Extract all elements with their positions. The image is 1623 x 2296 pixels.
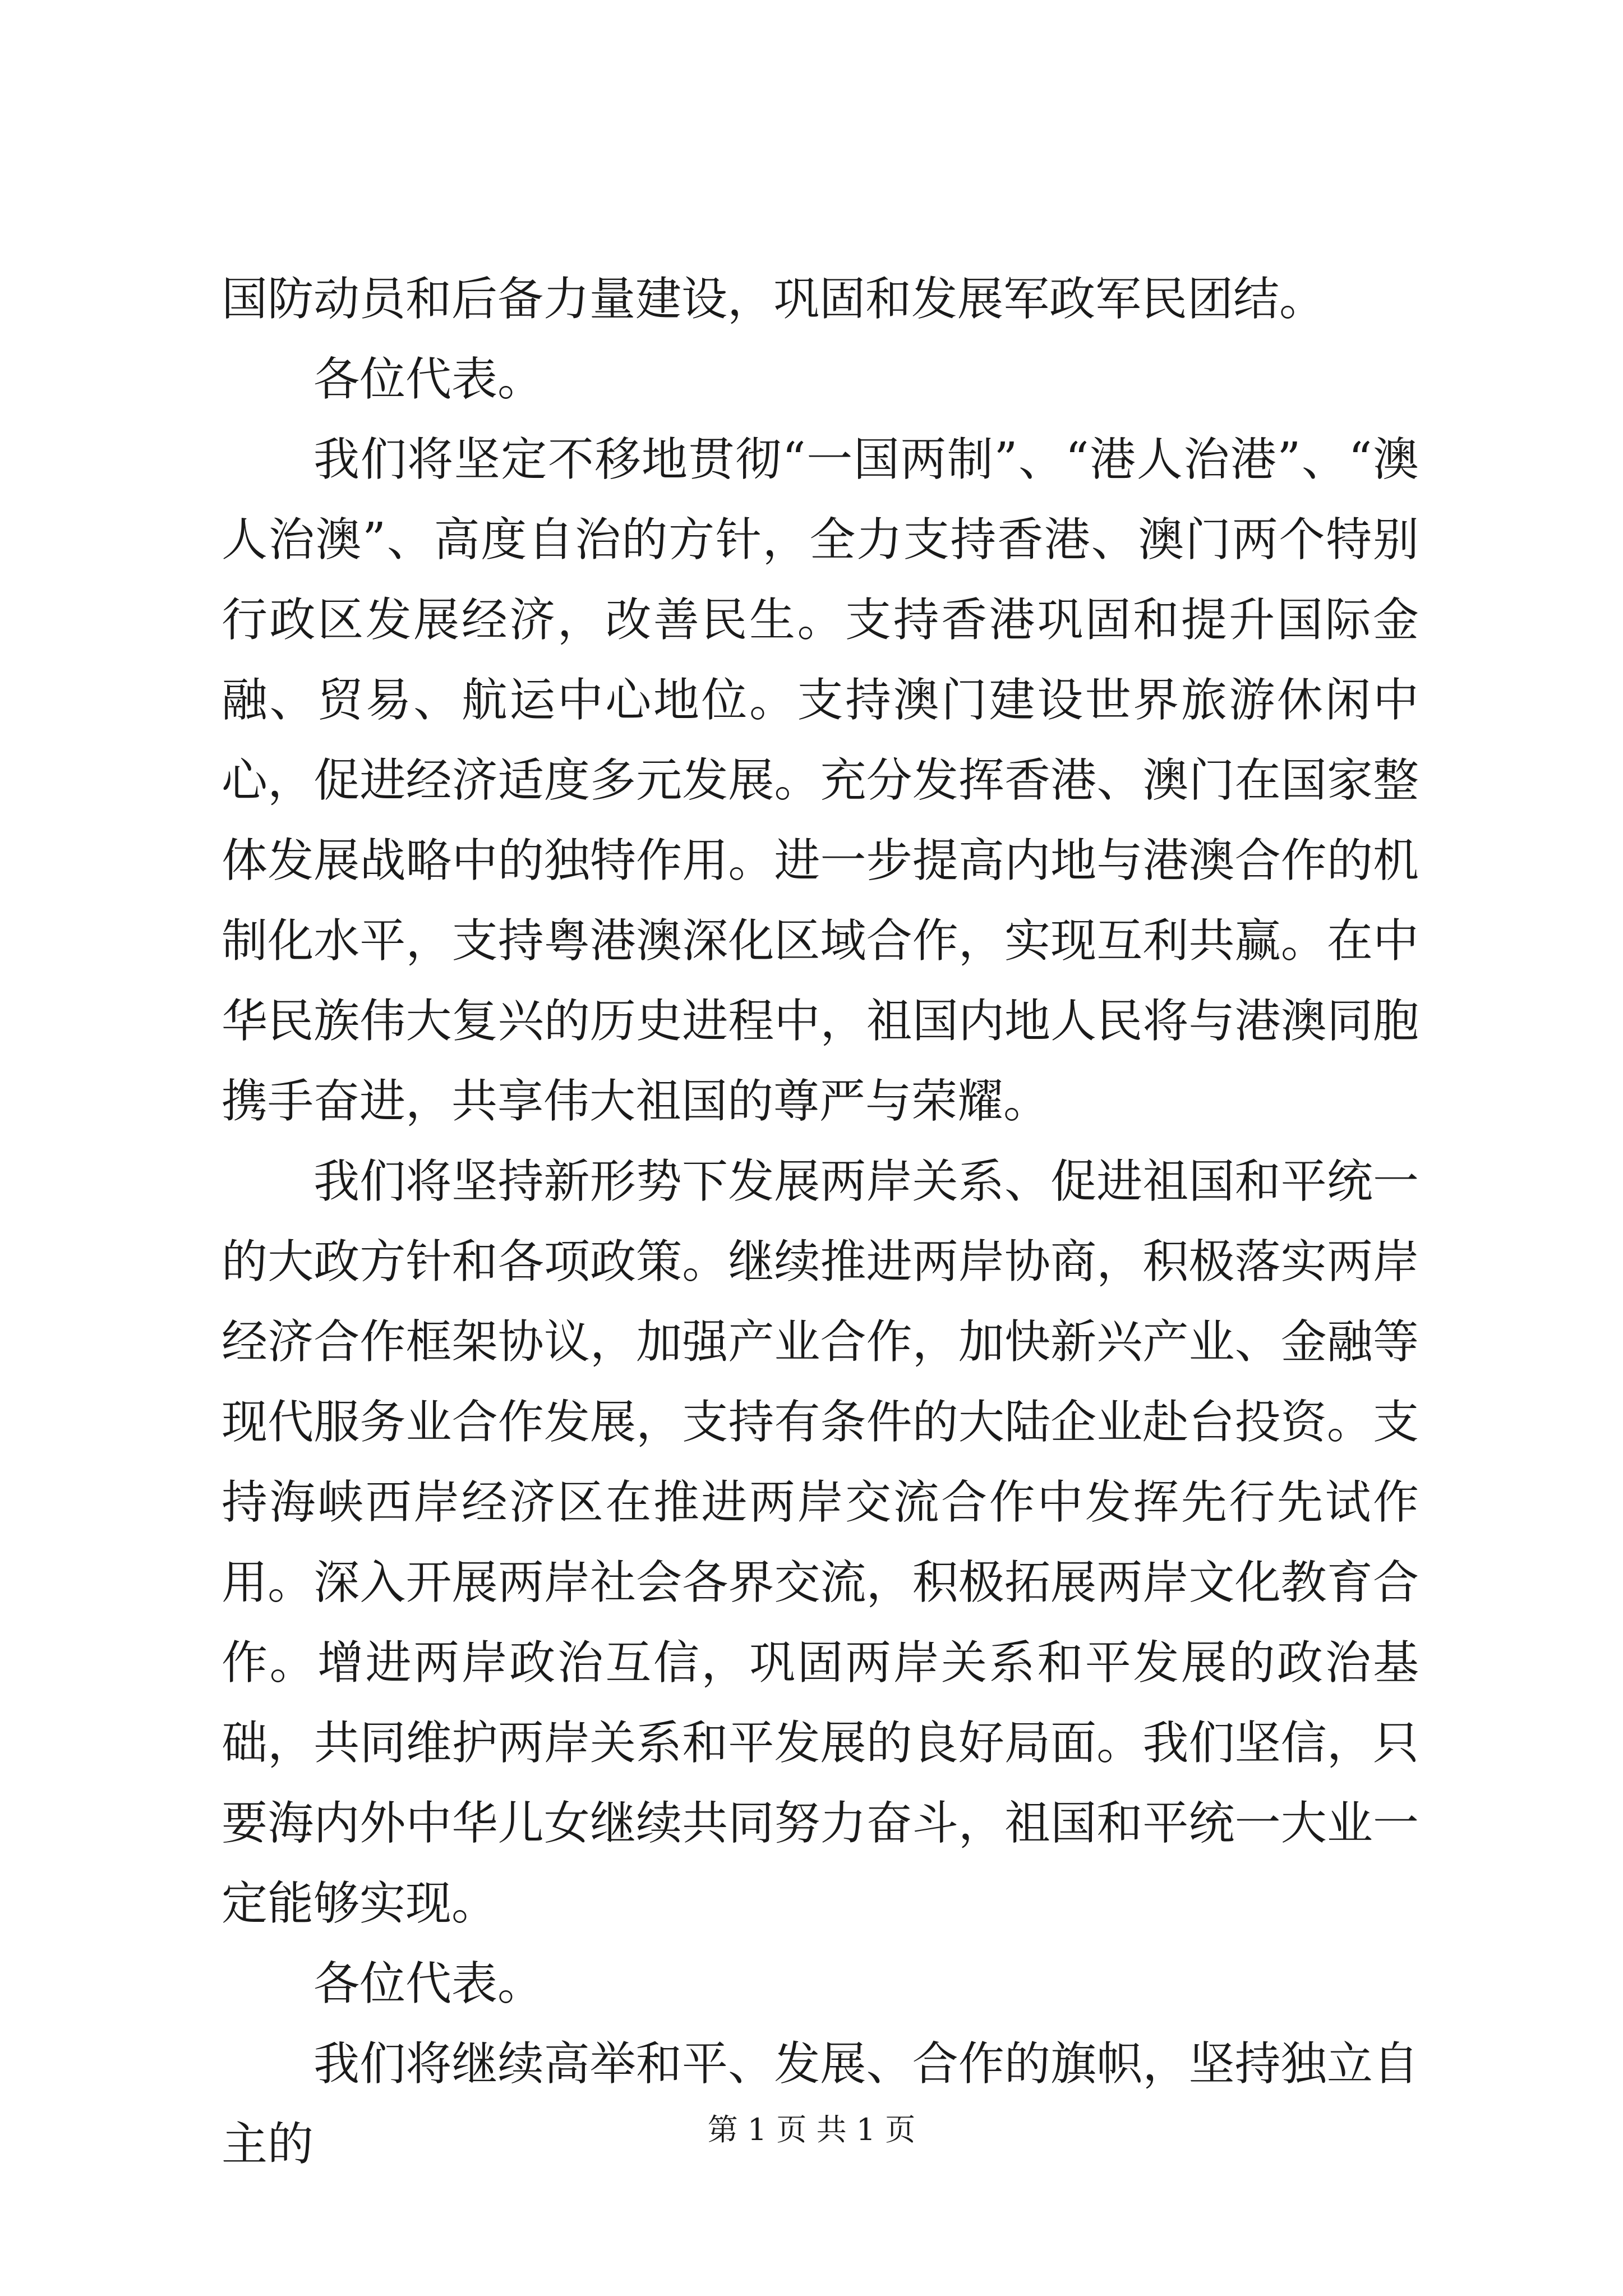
paragraph-5: 各位代表。 <box>313 1957 544 2010</box>
paragraph-4: 我们将坚持新形势下发展两岸关系、促进祖国和平统一的大政方针和各项政策。继续推进两岸协商，积极落实两岸经济合作框架协议，加强产业合作，加快新兴产业、金融等现代服务业合作发展，支持有条件的大陆企业赴台投资。支持海峡西岸经济区在推进两岸交流合作中发挥先行先试作用。深入开展两岸社会各界交流，积极拓展两岸文化教育合作。增进两岸政治互信，巩固两岸关系和平发展的政治基础，共同维护两岸关系和平发展的良好局面。我们坚信，只要海内外中华儿女继续共同努力奋斗，祖国和平统一大业一定能够实现。 <box>222 1155 1419 1930</box>
paragraph-6: 我们将继续高举和平、发展、合作的旗帜，坚持独立自主的 <box>222 2037 1419 2171</box>
document-body <box>222 259 1419 2184</box>
page-footer: 第 1 页 共 1 页 <box>707 2112 916 2147</box>
paragraph-2: 各位代表。 <box>313 353 544 406</box>
paragraph-3: 我们将坚定不移地贯彻“一国两制”、“港人治港”、“澳人治澳”、高度自治的方针，全力支持香港、澳门两个特别行政区发展经济，改善民生。支持香港巩固和提升国际金融、贸易、航运中心地位。支持澳门建设世界旅游休闲中心，促进经济适度多元发展。充分发挥香港、澳门在国家整体发展战略中的独特作用。进一步提高内地与港澳合作的机制化水平，支持粤港澳深化区域合作，实现互利共赢。在中华民族伟大复兴的历史进程中，祖国内地人民将与港澳同胞携手奋进，共享伟大祖国的尊严与荣耀。 <box>222 433 1419 1128</box>
paragraph-1: 国防动员和后备力量建设，巩固和发展军政军民团结。 <box>222 273 1326 326</box>
